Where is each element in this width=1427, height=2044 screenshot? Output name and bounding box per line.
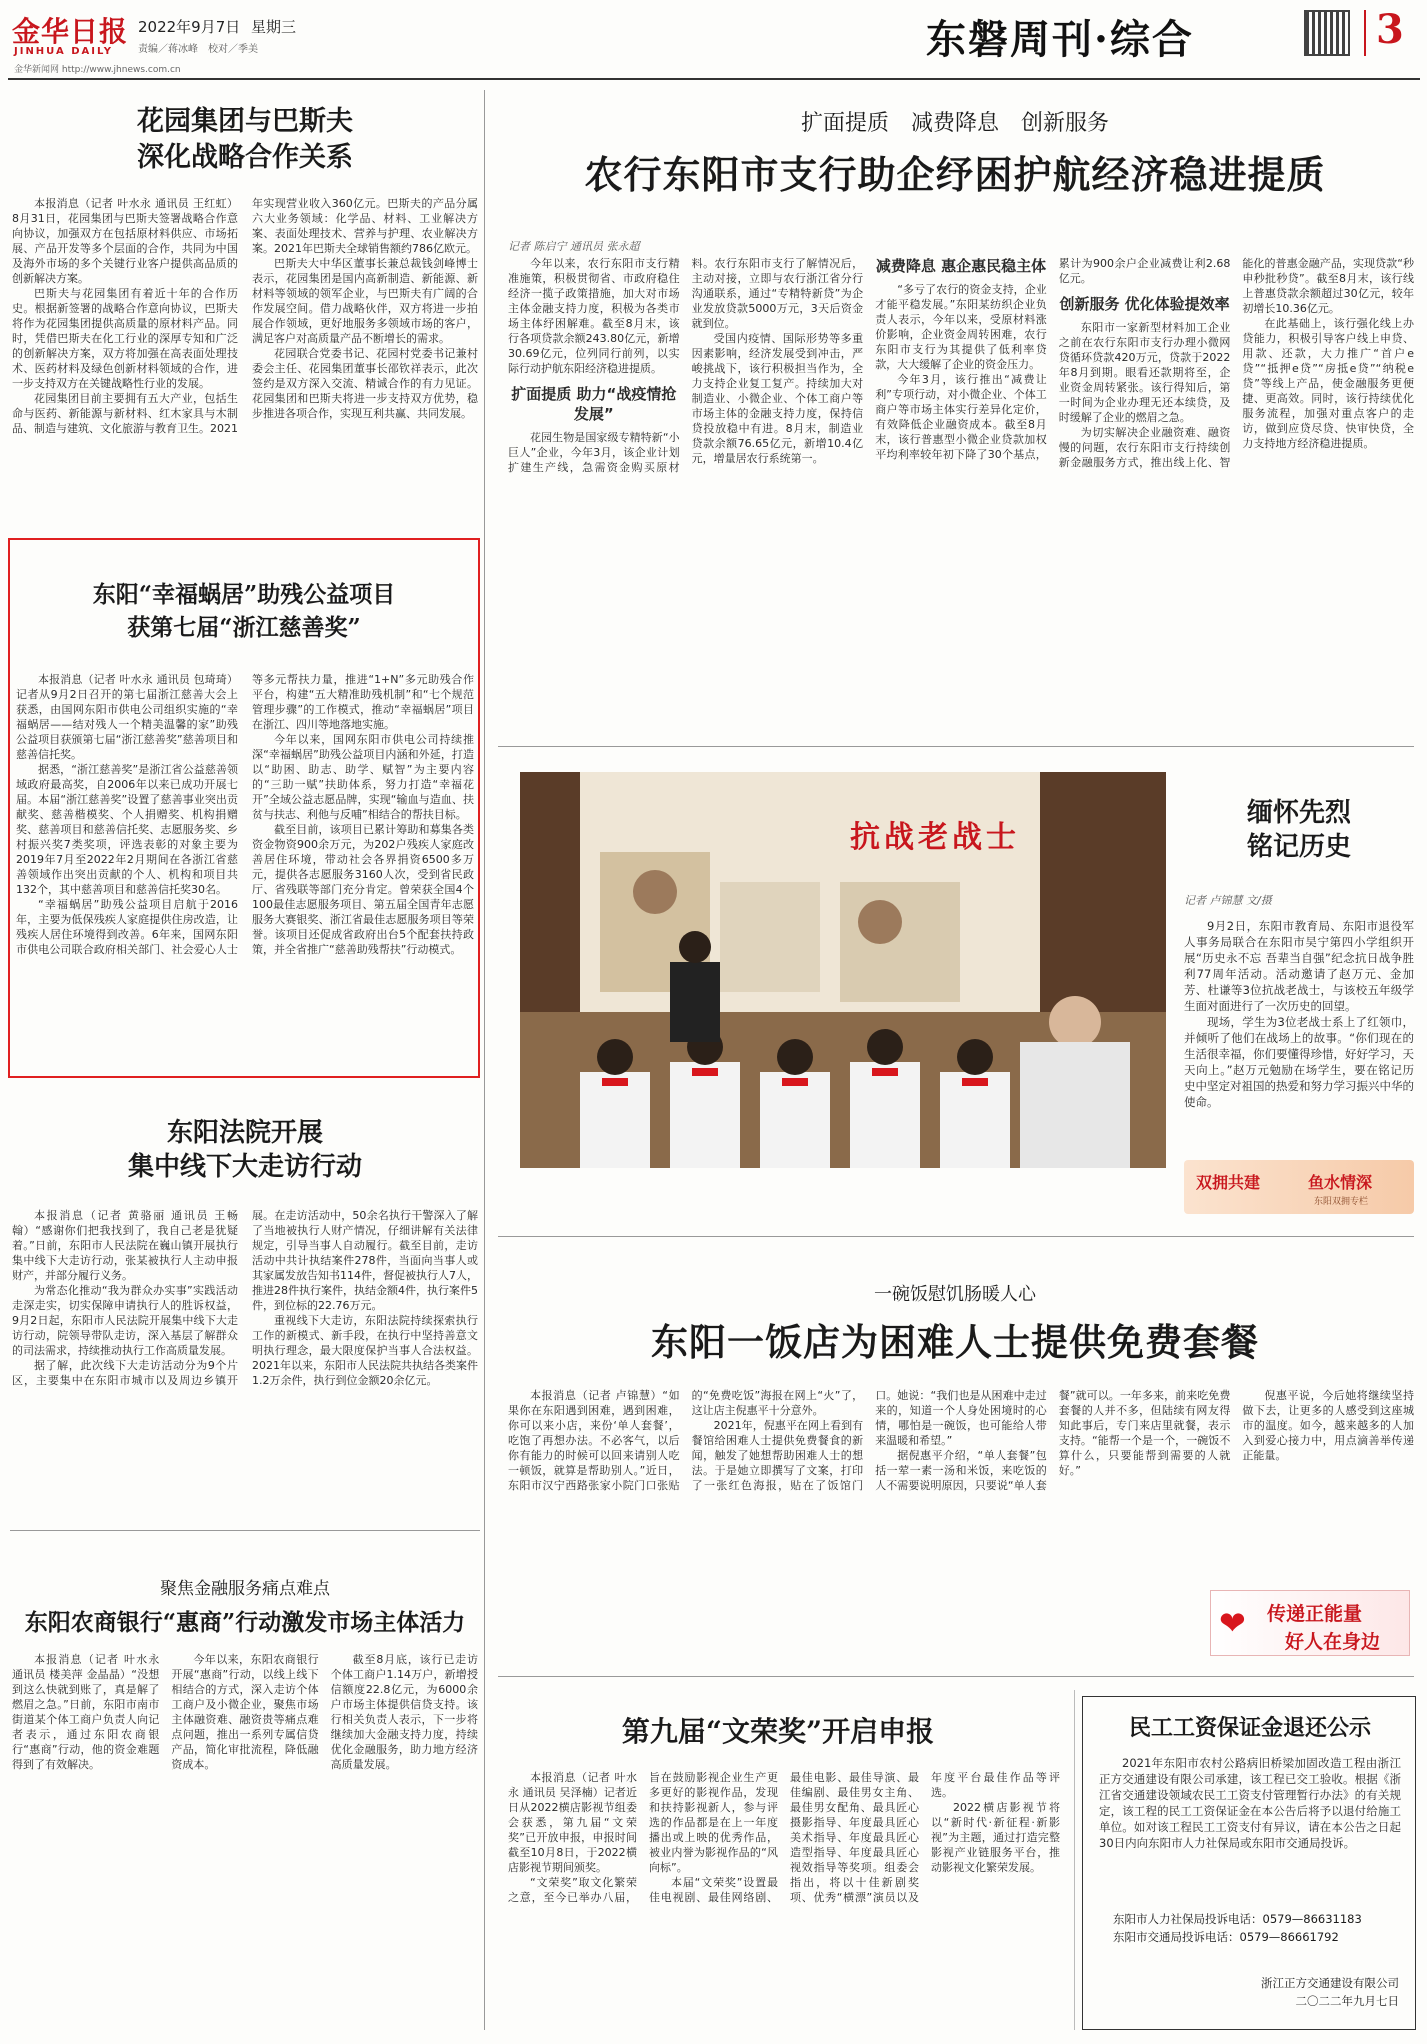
bank-body — [12, 1652, 478, 2036]
editors-line: 责编／蒋冰峰 校对／季美 — [138, 44, 258, 55]
restaurant-paragraph: 倪惠平说，今后她将继续坚持做下去，让更多的人感受到这座城市的温度。如今，越来越多的人加入到爱心接力中，用点滴善举传递正能量。 — [1242, 1389, 1414, 1462]
abc-paragraph: 受国内疫情、国际形势等多重因素影响，经济发展受到冲击，严峻挑战下，该行积极担当作为，全力支持企业复工复产。持续加大对制造业、小微企业、个体工商户等市场主体的金融支持力度，保持信贷投放稳中有进。8月末，制造业贷款余额76.65亿元，新增10.4亿元，增量居农行系统第一。 — [691, 332, 864, 465]
charity-paragraph: 今年以来，国网东阳市供电公司持续推深“幸福蜗居”助残公益项目内涵和外延，打造以“助困、助志、助学、赋智”为主要内容的“三助一赋”扶助体系，努力打造“幸福花开”全域公益志愿品牌，实现“输血与造血、扶贫与扶志、利他与反哺”相结合的帮扶目标。 — [252, 733, 474, 821]
page-divider — [1364, 10, 1366, 56]
bank-paragraph: 截至8月底，该行已走访个体工商户1.14万户，新增授信额度22.8亿元，为6000余户市场主体提供信贷支持。该行相关负责人表示，下一步将继续加大金融支持力度，持续优化金融服务，助力地方经济高质量发展。 — [330, 1653, 478, 1771]
abc-paragraph: 今年3月，该行推出“减费让利”专项行动，对小微企业、个体工商户等市场主体实行差异化定价，有效降低企业融资成本。截至8月末，该行普惠型小微企业贷款加权平均利率较年初下降了30个基点，累计为900余户企业减费让利2.68亿元。 — [875, 257, 1231, 461]
abc-kicker: 扩面提质 减费降息 创新服务 — [800, 111, 1109, 136]
date-text: 2022年9月7日 — [138, 18, 241, 36]
website-line: 金华新闻网 http://www.jhnews.com.cn — [14, 65, 181, 75]
court-title-line1: 东阳法院开展 — [166, 1118, 323, 1148]
notice-signer: 浙江正方交通建设有限公司 — [1261, 1976, 1399, 1990]
notice-title: 民工工资保证金退还公示 — [1128, 1715, 1371, 1741]
charity-title-line1: 东阳“幸福蜗居”助残公益项目 — [92, 581, 396, 608]
bank-title: 东阳农商银行“惠商”行动激发市场主体活力 — [24, 1609, 466, 1636]
weekday-text: 星期三 — [251, 18, 297, 36]
notice-phone2: 东阳市交通局投诉电话：0579—86661792 — [1113, 1930, 1339, 1944]
abc-subhead-3: 创新服务 优化体验提效率 — [1059, 295, 1230, 313]
military-civilian-badge — [1184, 1160, 1414, 1214]
badge-line2: 好人在身边 — [1285, 1631, 1381, 1653]
badge-sub-text: 东阳双拥专栏 — [1314, 1197, 1369, 1207]
photo-banner-text: 抗战老战士 — [850, 820, 1020, 855]
charity-body — [16, 672, 474, 1068]
memorial-paragraph: 9月2日，东阳市教育局、东阳市退役军人事务局联合在东阳市吴宁第四小学组织开展“历史永不忘 吾辈当自强”纪念抗日战争胜利77周年活动。活动邀请了赵万元、金加芳、杜谦等3位抗战老战士，与该校五年级学生面对面进行了一次历史的回望。 — [1184, 919, 1414, 1013]
section-title: 东磐周刊·综合 — [926, 16, 1194, 63]
abc-paragraph: 在此基础上，该行强化线上办贷能力，积极引导客户线上申贷、用款、还款，大力推广“首户e贷”“抵押e贷”“房抵e贷”“纳税e贷”等线上产品，使金融服务更便捷、更高效。同时，该行持续优化服务流程，加强对重点客户的走访，做到应贷尽贷、快审快贷，全力支持地方经济稳进提质。 — [1242, 317, 1414, 450]
memorial-paragraph: 现场，学生为3位老战士系上了红领巾，并倾听了他们在战场上的故事。“你们现在的生活很幸福，你们要懂得珍惜，好好学习，天天向上。”赵万元勉励在场学生，要在铭记历史中坚定对祖国的热爱和努力学习振兴中华的使命。 — [1184, 1015, 1414, 1109]
abc-paragraph: 为切实解决企业融资难、融资慢的问题，农行东阳市支行持续创新金融服务方式，推出线上化、智能化的普惠金融产品，实现贷款“秒申秒批秒贷”。截至8月末，该行线上普惠贷款余额超过30亿元，较年初增长10.36亿元。 — [1058, 257, 1414, 469]
restaurant-paragraph: 据倪惠平介绍，“单人套餐”包括一荤一素一汤和米饭，来吃饭的人不需要说明原因，只要说“单人套餐”就可以。一年多来，前来吃免费套餐的人并不多，但陆续有网友得知此事后，专门来店里就餐，表示支持。“能帮一个是一个，一碗饭不算什么，只要能帮到需要的人就好。” — [875, 1389, 1231, 1492]
bank-paragraph: 今年以来，东阳农商银行开展“惠商”行动，以线上线下相结合的方式，深入走访个体工商户及小微企业，聚焦市场主体融资难、融资贵等痛点难点问题，推出一系列专属信贷产品，简化审批流程，降低融资成本。 — [171, 1653, 319, 1771]
charity-title-line2: 获第七届“浙江慈善奖” — [127, 614, 361, 641]
charity-paragraph: “幸福蜗居”助残公益项目启航于2016年，主要为低保残疾人家庭提供住房改造，让残疾人居住环境得到改善。6年来，国网东阳市供电公司联合政府相关部门、社会爱心人士等多元帮扶力量，推进“1+N”多元助残合作平台，构建“五大精准助残机制”和“七个规范管理步骤”的工作模式，推动“幸福蜗居”项目在浙江、四川等地落地实施。 — [16, 673, 474, 956]
garden-paragraph: 巴斯夫与花园集团有着近十年的合作历史。根据新签署的战略合作意向协议，巴斯夫将作为花园集团提供高质量的原材料产品。同时，凭借巴斯夫在化工行业的深厚专知和广泛的创新解决方案，双方将加强在高表面处理技术、医药材料及绿色创新材料领域的合作，进一步支持双方在关键战略性行业的发展。 — [12, 287, 238, 390]
bank-top-rule — [10, 1530, 480, 1531]
court-paragraph: 为常态化推动“我为群众办实事”实践活动走深走实，切实保障申请执行人的胜诉权益，9月2日起，东阳市人民法院开展集中线下大走访行动，院领导带队走访，深入基层了解群众的司法需求，持续推动执行工作高质量发展。 — [12, 1284, 238, 1357]
newspaper-logo: 金华日报 — [12, 15, 129, 48]
newspaper-logo-en: JINHUA DAILY — [14, 46, 114, 57]
masthead — [8, 6, 1420, 74]
memorial-body — [1184, 918, 1414, 1154]
award-body — [508, 1770, 1060, 2036]
bank-kicker: 聚焦金融服务痛点难点 — [160, 1579, 330, 1599]
abc-byline: 记者 陈启宁 通讯员 张永超 — [508, 240, 640, 253]
page-number: 3 — [1376, 6, 1404, 53]
issue-date — [138, 16, 296, 37]
badge-line1: 传递正能量 — [1267, 1603, 1363, 1625]
left-column-rule — [484, 90, 485, 2030]
court-title — [10, 1116, 480, 1184]
abc-paragraph: “多亏了农行的资金支持，企业才能平稳发展。”东阳某纺织企业负责人表示，今年以来，受原材料涨价影响，企业资金周转困难，农行东阳市支行为其提供了低利率贷款，大大缓解了企业的资金压力。 — [875, 283, 1047, 371]
notice-phone1: 东阳市人力社保局投诉电话：0579—86631183 — [1113, 1912, 1362, 1926]
abc-subhead-1: 扩面提质 助力“战疫情抢发展” — [511, 385, 677, 423]
badge-left-text: 双拥共建 — [1196, 1173, 1261, 1192]
charity-paragraph: 本报消息（记者 叶水永 通讯员 包琦琦）记者从9月2日召开的第七届浙江慈善大会上获悉，由国网东阳市供电公司组织实施的“幸福蜗居——结对残人一个精美温馨的家”助残公益项目获颁第七届“浙江慈善奖”慈善项目和慈善信托奖。 — [16, 673, 238, 761]
qr-code — [1304, 10, 1350, 56]
notice-rule — [1074, 1690, 1075, 2030]
memorial-title-line1: 缅怀先烈 — [1246, 798, 1351, 828]
abc-paragraph: 花园生物是国家级专精特新“小巨人”企业，今年3月，该企业计划扩建生产线，急需资金购买原材料。农行东阳市支行了解情况后，主动对接，立即与农行浙江省分行沟通联系，通过“专精特新贷”为企业发放贷款5000万元，3天后资金就到位。 — [508, 257, 864, 474]
garden-title-line1: 花园集团与巴斯夫 — [137, 106, 353, 137]
garden-paragraph: 花园联合党委书记、花园村党委书记兼村委会主任、花园集团董事长邵钦祥表示，此次签约是双方深入交流、精诚合作的有力见证。花园集团和巴斯夫将进一步支持双方优势，稳步推进各项合作，实现互利共赢、共同发展。 — [252, 347, 478, 420]
good-people-badge — [1210, 1590, 1410, 1656]
garden-title — [10, 104, 480, 176]
restaurant-kicker: 一碗饭慰饥肠暖人心 — [874, 1284, 1036, 1305]
abc-title: 农行东阳市支行助企纾困护航经济稳进提质 — [584, 152, 1326, 197]
court-paragraph: 本报消息（记者 黄骆丽 通讯员 王畅翰）“感谢你们把我找到了，我自己老是犹疑着。”日前，东阳市人民法院在巍山镇开展执行集中线下大走访行动，张某被执行人主动申报财产，并部分履行义务。 — [12, 1209, 238, 1282]
award-top-rule — [498, 1676, 1414, 1677]
award-paragraph: 本报消息（记者 叶水永 通讯员 吴泽楠）记者近日从2022横店影视节组委会获悉，第九届“文荣奖”已开放申报，申报时间截至10月8日，于2022横店影视节期间颁奖。 — [508, 1771, 637, 1874]
photo-top-rule — [498, 746, 1414, 747]
event-photo — [520, 772, 1166, 1168]
court-title-line2: 集中线下大走访行动 — [127, 1152, 362, 1182]
award-title: 第九届“文荣奖”开启申报 — [621, 1715, 935, 1748]
charity-paragraph: 据悉，“浙江慈善奖”是浙江省公益慈善领域政府最高奖，自2006年以来已成功开展七届。本届“浙江慈善奖”设置了慈善事业突出贡献奖、慈善楷模奖、个人捐赠奖、机构捐赠奖、慈善项目和慈善信托奖、志愿服务奖、乡村振兴奖7类奖项，评选表彰的对象主要为2019年7月至2022年2月期间在各浙江省慈善领域作出突出贡献的个人、机构和项目共132个，其中慈善项目和慈善信托奖30名。 — [16, 763, 238, 896]
garden-title-line2: 深化战略合作关系 — [137, 142, 353, 173]
court-paragraph: 重视线下大走访，东阳法院持续探索执行工作的新模式、新手段，在执行中坚持善意文明执行理念，最大限度保护当事人合法权益。2021年以来，东阳市人民法院共执结各类案件1.2万余件，执行到位金额20余亿元。 — [252, 1314, 478, 1387]
abc-paragraph: 东阳市一家新型材料加工企业之前在农行东阳市支行办理小微网贷循环贷款420万元，贷款于2022年8月到期。眼看还款期将至，企业资金周转紧张。该行得知后，第一时间为企业办理无还本续贷，及时缓解了企业的燃眉之急。 — [1058, 321, 1231, 424]
award-paragraph: “文荣奖”取文化繁荣之意，至今已举办八届，旨在鼓励影视企业生产更多更好的影视作品，发现和扶持影视新人，参与评选的作品都是在上一年度播出或上映的优秀作品，被业内誉为影视作品的“风向标”。 — [508, 1771, 778, 1904]
charity-paragraph: 截至目前，该项目已累计筹助和募集各类资金物资900余万元，为202户残疾人家庭改善居住环境，带动社会各界捐资6500多万元，提供各志愿服务3160人次，受到省民政厅、省残联等部门充分肯定。曾荣获全国4个100最佳志愿服务项目、第五届全国青年志愿服务大赛银奖、浙江省最佳志愿服务项目等荣誉。该项目还促成省政府出台5个配套扶持政策，并全省推广“慈善助残帮扶”行动模式。 — [252, 823, 474, 956]
restaurant-top-rule — [498, 1236, 1414, 1237]
heart-icon: ❤ — [1219, 1604, 1246, 1642]
garden-body — [12, 196, 478, 524]
garden-paragraph: 本报消息（记者 叶水永 通讯员 王红虹）8月31日，花园集团与巴斯夫签署战略合作意向协议，加强双方在包括原材料供应、市场拓展、产品开发等多个层面的合作，共同为中国及海外市场的多个关键行业客户提供高品质的创新解决方案。 — [12, 197, 238, 285]
abc-body — [508, 256, 1414, 708]
masthead-rule — [8, 78, 1420, 80]
award-paragraph: 本届“文荣奖”设置最佳电视剧、最佳网络剧、最佳电影、最佳导演、最佳编剧、最佳男女主角、最佳男女配角、最具匠心摄影指导、年度最具匠心美术指导、年度最具匠心造型指导、年度最具匠心视效指导等奖项。组委会指出，将以十佳新剧奖项、优秀“横漂”演员以及年度平台最佳作品等评选。 — [649, 1771, 1060, 1904]
memorial-title-line2: 铭记历史 — [1246, 832, 1351, 862]
memorial-byline: 记者 卢锦慧 文/摄 — [1184, 894, 1272, 907]
garden-paragraph: 花园集团目前主要拥有五大产业，包括生命与医药、新能源与新材料、红木家具与木制品、制造与建筑、文化旅游与教育卫生。2021年实现营业收入360亿元。巴斯夫的产品分属六大业务领域：化学品、材料、工业解决方案、表面处理技术、营养与护理、农业解决方案。2021年巴斯夫全球销售额约786亿欧元。 — [12, 197, 478, 435]
restaurant-paragraph: 2021年，倪惠平在网上看到有餐馆给困难人士提供免费餐食的新闻，触发了她想帮助困难人士的想法。于是她立即撰写了文案，打印了一张红色海报，贴在了饭馆门口。她说：“我们也是从困难中走过来的，知道一个人身处困境时的心情，哪怕是一碗饭，也可能给人带来温暖和希望。” — [691, 1389, 1047, 1492]
court-paragraph: 据了解，此次线下大走访活动分为9个片区，主要集中在东阳市城市以及周边乡镇开展。在走访活动中，50余名执行干警深入了解了当地被执行人财产情况，仔细讲解有关法律规定，引导当事人自动履行。截至目前，走访活动中共计执结案件278件，当面向当事人或其家属发放告知书114件，督促被执行人7人，推进28件执行案件，执结金额4件，执行案件5件，到位标的22.76万元。 — [12, 1209, 478, 1387]
award-paragraph: 2022横店影视节将以“新时代·新征程·新影视”为主题，通过打造完整影视产业链服务平台，推动影视文化繁荣发展。 — [931, 1801, 1060, 1874]
abc-paragraph: 今年以来，农行东阳市支行精准施策，积极贯彻省、市政府稳住经济一揽子政策措施，加大对市场主体金融支持力度，积极为各类市场主体纾困解难。截至8月末，该行各项贷款余额243.80亿元，新增30.69亿元，位列同行前列，以实际行动护航东阳经济稳进提质。 — [508, 257, 680, 375]
bank-paragraph: 本报消息（记者 叶水永 通讯员 楼美萍 金晶晶）“没想到这么快就到账了，真是解了燃眉之急。”日前，东阳市南市街道某个体工商户负责人向记者表示，通过东阳农商银行“惠商”行动，他的资金难题得到了有效解决。 — [12, 1653, 160, 1771]
restaurant-title: 东阳一饭店为困难人士提供免费套餐 — [651, 1320, 1259, 1364]
event-photo-illustration — [520, 772, 1166, 1168]
notice-body: 2021年东阳市农村公路病旧桥梁加固改造工程由浙江正方交通建设有限公司承建，该工程已交工验收。根据《浙江省交通建设领域农民工工资支付管理暂行办法》的有关规定，该工程的民工工资保证金在本公告后将予以退付给施工单位。如对该工程民工工资支付有异议，请在本公告之日起30日内向东阳市人力社保局或东阳市交通局投诉。 — [1099, 1756, 1401, 1850]
garden-paragraph: 巴斯夫大中华区董事长兼总裁钱剑峰博士表示，花园集团是国内高新制造、新能源、新材料等领域的领军企业，与巴斯夫有广阔的合作发展空间。借力战略伙伴，双方将进一步拍展合作领域，更好地服务多领域市场的客户，满足客户对高质量产品不断增长的需求。 — [252, 257, 478, 345]
badge-right-text: 鱼水情深 — [1308, 1173, 1373, 1192]
abc-subhead-2: 减费降息 惠企惠民稳主体 — [875, 257, 1047, 275]
restaurant-paragraph: 本报消息（记者 卢锦慧）“如果你在东阳遇到困难，遇到困难，你可以来小店，来份‘单人套餐’，吃饱了再想办法。不必客气，以后你有能力的时候可以回来请别人吃一顿饭，就算是帮助别人。”近日，东阳市汉宁西路张家小院门口张贴的“免费吃饭”海报在网上“火”了，这让店主倪惠平十分意外。 — [508, 1389, 864, 1492]
memorial-title — [1184, 796, 1414, 864]
wage-notice — [1082, 1696, 1416, 2030]
court-body — [12, 1208, 478, 1520]
notice-date: 二〇二二年九月七日 — [1295, 1994, 1399, 2008]
restaurant-body — [508, 1388, 1414, 1566]
charity-title — [14, 578, 474, 644]
